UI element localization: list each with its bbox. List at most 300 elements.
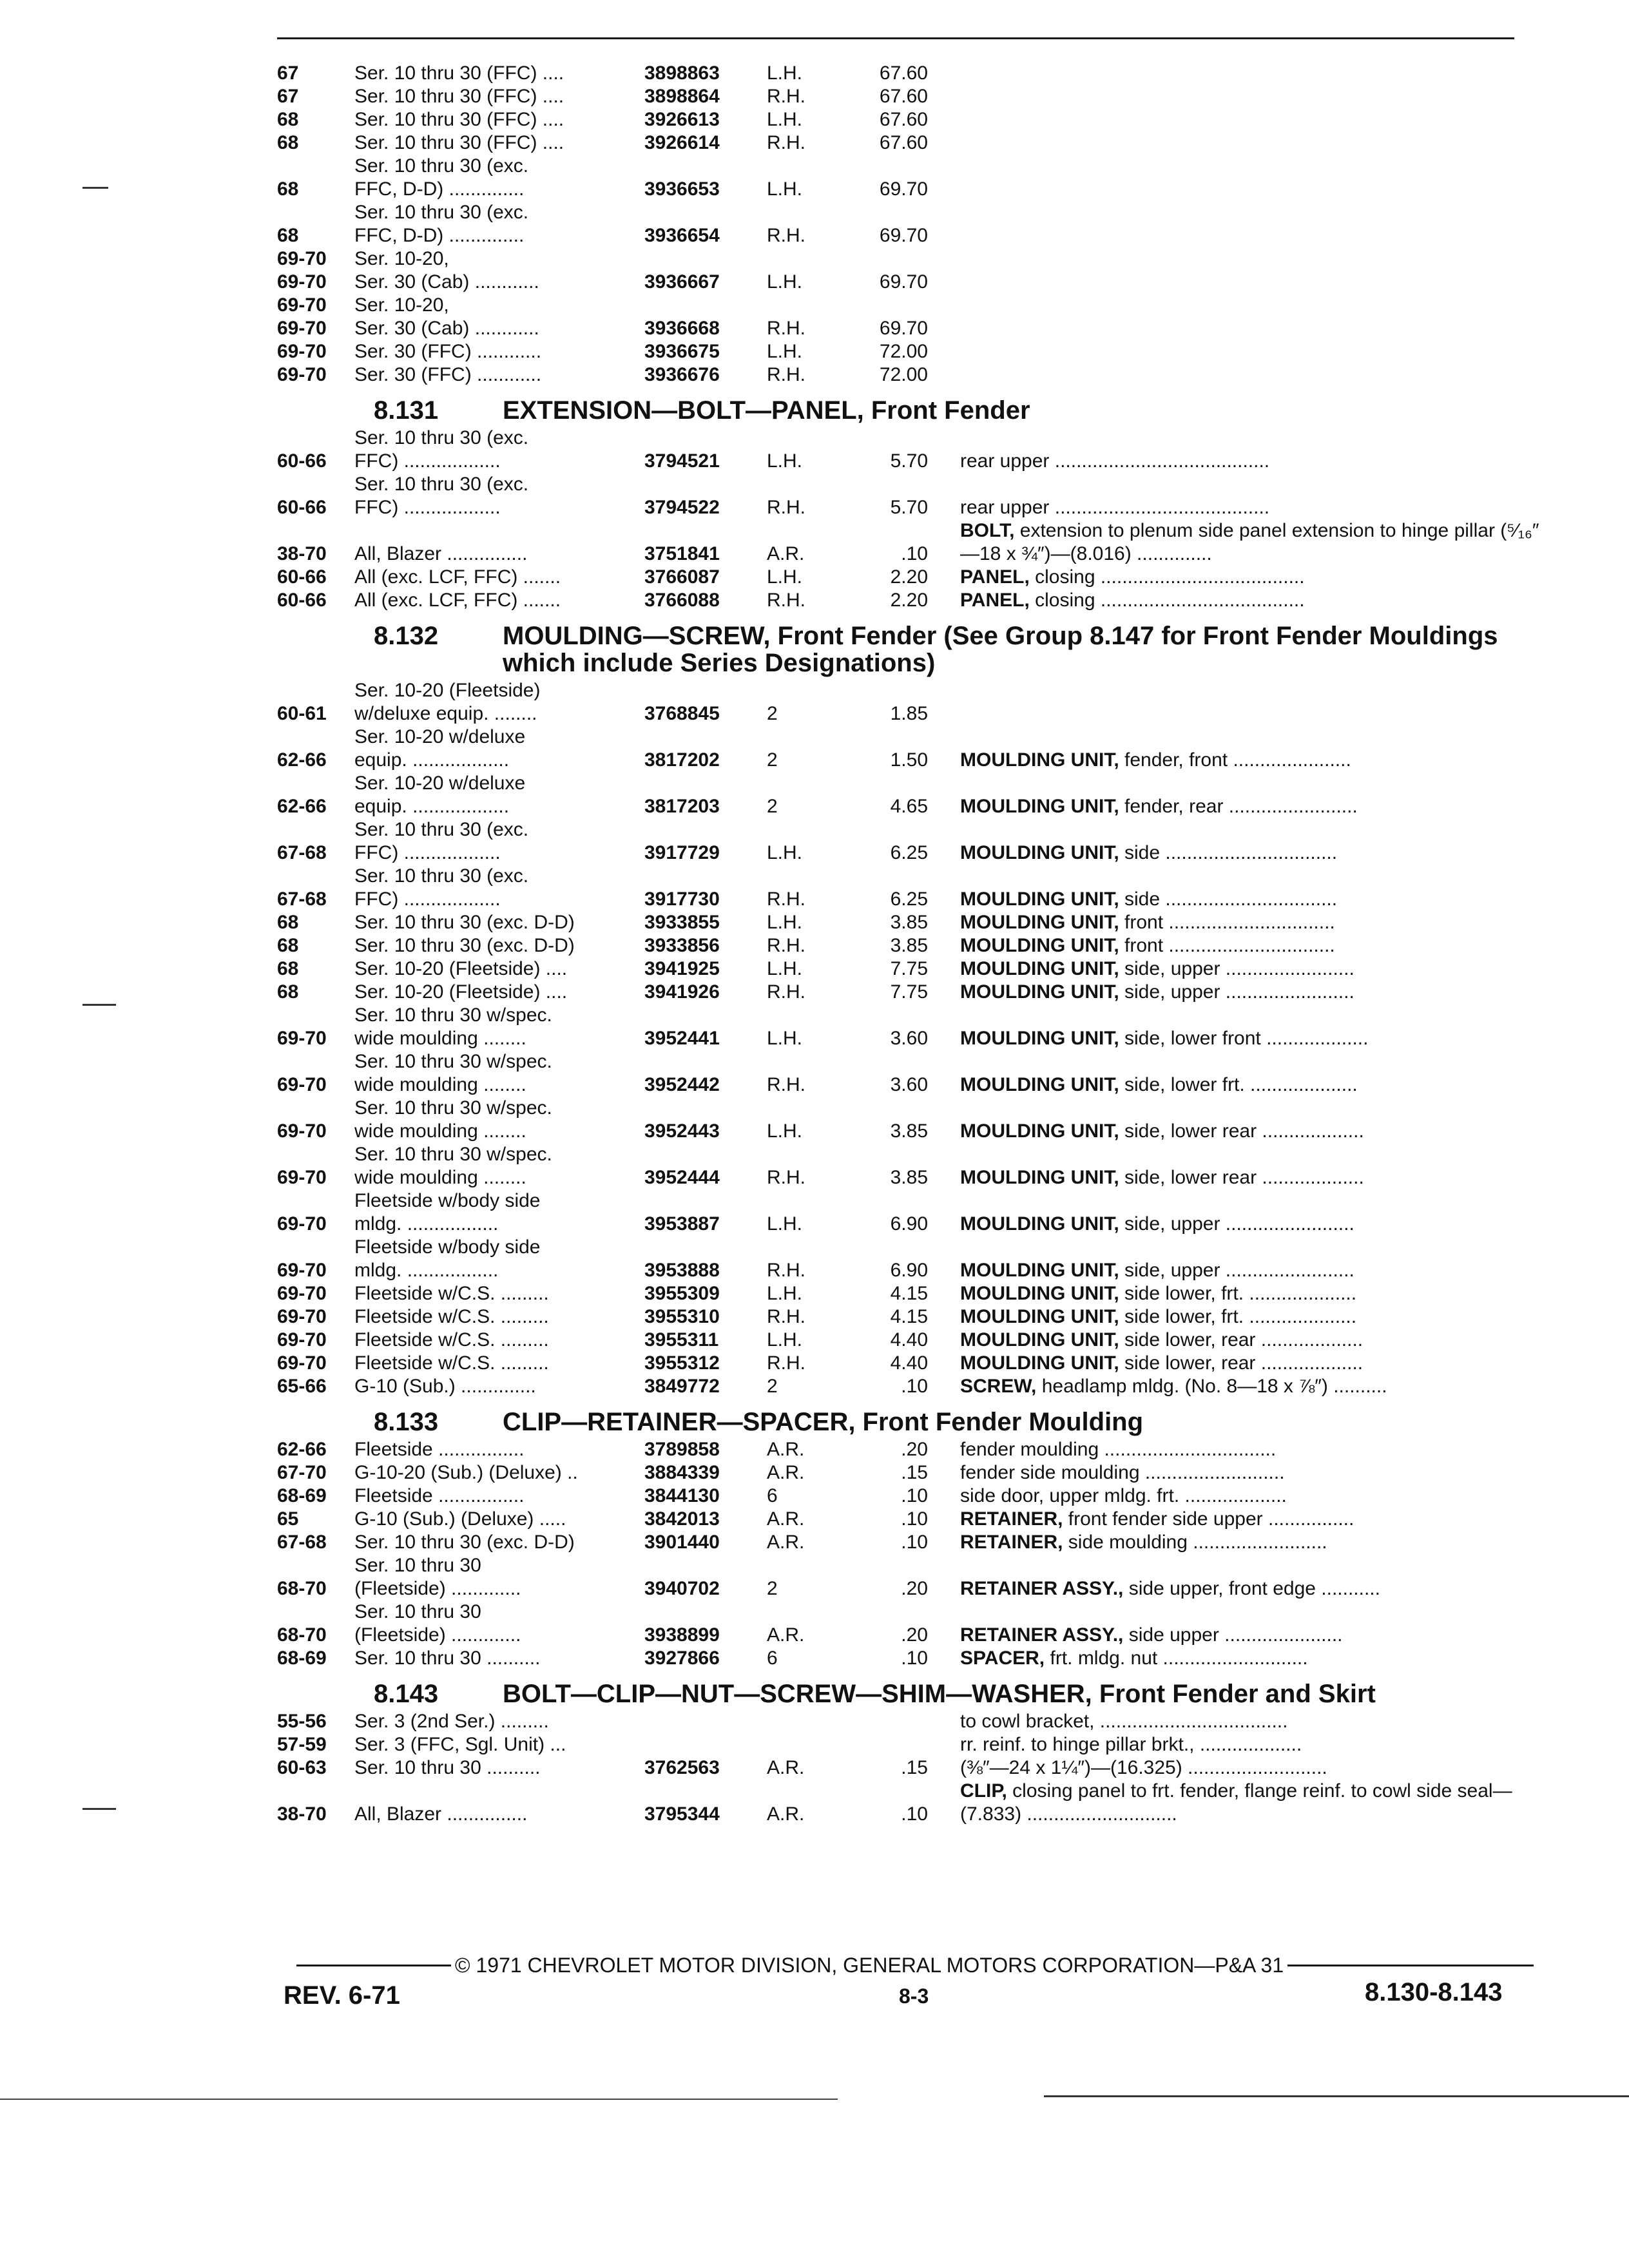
- price-cell: 3.85: [890, 1167, 928, 1188]
- table-row: [277, 818, 1540, 865]
- price-cell: .20: [901, 1624, 928, 1646]
- price-cell: 67.60: [879, 62, 928, 84]
- part-number-cell: 3917729: [644, 842, 720, 863]
- year-cell: 69-70: [277, 1283, 327, 1304]
- description-cell: [960, 888, 1540, 911]
- description-keyword: MOULDING UNIT,: [960, 1167, 1119, 1188]
- description-text: side upper, front edge ...........: [1128, 1578, 1380, 1599]
- model-cell: Ser. 10-20 (Fleetside) ....: [354, 958, 568, 979]
- part-number-cell: 3926613: [644, 109, 720, 130]
- year-cell: 57-59: [277, 1734, 327, 1755]
- description-cell: [960, 519, 1540, 566]
- price-cell: 72.00: [879, 341, 928, 362]
- table-row: [277, 1004, 1540, 1050]
- description-keyword: MOULDING UNIT,: [960, 912, 1119, 933]
- table-row: [277, 519, 1540, 566]
- price-cell: 4.15: [890, 1306, 928, 1327]
- model-cell: Ser. 10 thru 30 (Fleetside) .............: [354, 1601, 521, 1646]
- description-keyword: MOULDING UNIT,: [960, 1260, 1119, 1281]
- part-number-cell: 3936653: [644, 178, 720, 200]
- year-cell: 68: [277, 935, 299, 956]
- price-cell: 7.75: [890, 981, 928, 1003]
- description-keyword: PANEL,: [960, 590, 1030, 611]
- table-row: [277, 981, 1540, 1004]
- table-row: [277, 957, 1540, 981]
- price-cell: .10: [901, 1532, 928, 1553]
- model-cell: Ser. 30 (Cab) ............: [354, 271, 539, 293]
- year-cell: 60-66: [277, 566, 327, 588]
- price-cell: .15: [901, 1757, 928, 1778]
- quantity-cell: R.H.: [767, 1167, 805, 1188]
- year-cell: 69-70: [277, 1306, 327, 1327]
- quantity-cell: A.R.: [767, 1532, 805, 1553]
- group-range: 8.130-8.143: [1365, 1978, 1503, 2006]
- description-cell: [960, 1461, 1540, 1485]
- price-cell: 72.00: [879, 364, 928, 385]
- part-number-cell: 3794522: [644, 497, 720, 518]
- price-cell: 3.85: [890, 912, 928, 933]
- quantity-cell: R.H.: [767, 364, 805, 385]
- part-number-cell: 3842013: [644, 1508, 720, 1530]
- price-cell: 4.40: [890, 1352, 928, 1374]
- year-cell: 67: [277, 86, 299, 107]
- price-cell: 6.90: [890, 1213, 928, 1235]
- price-cell: 4.15: [890, 1283, 928, 1304]
- year-cell: 68: [277, 912, 299, 933]
- quantity-cell: A.R.: [767, 1462, 805, 1483]
- table-row: [277, 1710, 1540, 1733]
- year-cell: 68: [277, 132, 299, 153]
- quantity-cell: R.H.: [767, 132, 805, 153]
- price-cell: 6.90: [890, 1260, 928, 1281]
- description-cell: [960, 981, 1540, 1004]
- table-row: [277, 1438, 1540, 1461]
- description-cell: [960, 1166, 1540, 1189]
- copyright-text: © 1971 CHEVROLET MOTOR DIVISION, GENERAL MOTORS CORPORATION—P&A 31: [455, 1954, 1284, 1977]
- model-cell: Ser. 10-20 w/deluxe equip. ..................: [354, 726, 526, 771]
- model-cell: Ser. 10 thru 30 (exc. FFC) ..................: [354, 474, 529, 518]
- description-cell: [960, 1485, 1540, 1508]
- description-text: side, lower rear ...................: [1124, 1120, 1364, 1142]
- quantity-cell: R.H.: [767, 1074, 805, 1095]
- price-cell: 67.60: [879, 109, 928, 130]
- model-cell: Fleetside w/C.S. .........: [354, 1352, 549, 1374]
- description-text: side lower, frt. ....................: [1124, 1306, 1357, 1327]
- price-cell: .10: [901, 1376, 928, 1397]
- description-keyword: MOULDING UNIT,: [960, 1213, 1119, 1235]
- quantity-cell: R.H.: [767, 225, 805, 246]
- description-cell: [960, 1305, 1540, 1329]
- part-number-cell: 3936654: [644, 225, 720, 246]
- part-number-cell: 3917730: [644, 889, 720, 910]
- table-row: [277, 772, 1540, 818]
- year-cell: 69-70: [277, 1352, 327, 1374]
- description-cell: [960, 1073, 1540, 1097]
- year-cell: 68: [277, 109, 299, 130]
- year-cell: 60-66: [277, 450, 327, 472]
- part-number-cell: 3940702: [644, 1578, 720, 1599]
- description-text: side, upper ........................: [1124, 958, 1354, 979]
- price-cell: 2.20: [890, 566, 928, 588]
- description-cell: [960, 841, 1540, 865]
- quantity-cell: L.H.: [767, 842, 803, 863]
- table-row: [277, 1305, 1540, 1329]
- section-title: [277, 1408, 1540, 1436]
- model-cell: Ser. 3 (FFC, Sgl. Unit) ...: [354, 1734, 566, 1755]
- year-cell: 67-68: [277, 889, 327, 910]
- part-number-cell: 3933856: [644, 935, 720, 956]
- table-row: [277, 1554, 1540, 1600]
- description-text: closing ......................................: [1035, 566, 1305, 588]
- part-number-cell: 3762563: [644, 1757, 720, 1778]
- year-cell: 68: [277, 225, 299, 246]
- table-row: [277, 271, 1540, 294]
- model-cell: Ser. 3 (2nd Ser.) .........: [354, 1711, 549, 1732]
- section-heading: EXTENSION—BOLT—PANEL, Front Fender: [503, 396, 1030, 425]
- margin-mark: [82, 1004, 116, 1006]
- copyright-line: [296, 1954, 1534, 1977]
- quantity-cell: L.H.: [767, 1120, 803, 1142]
- year-cell: 69-70: [277, 341, 327, 362]
- quantity-cell: A.R.: [767, 1508, 805, 1530]
- model-cell: Ser. 30 (FFC) ............: [354, 341, 542, 362]
- price-cell: 3.85: [890, 935, 928, 956]
- table-row: [277, 865, 1540, 911]
- part-number-cell: 3927866: [644, 1648, 720, 1669]
- quantity-cell: L.H.: [767, 62, 803, 84]
- part-number-cell: 3953888: [644, 1260, 720, 1281]
- part-number-cell: 3884339: [644, 1462, 720, 1483]
- description-text: front fender side upper ................: [1068, 1508, 1354, 1530]
- model-cell: Ser. 10 thru 30 w/spec. wide moulding ........: [354, 1004, 552, 1049]
- quantity-cell: R.H.: [767, 889, 805, 910]
- table-row: [277, 363, 1540, 387]
- year-cell: 68: [277, 981, 299, 1003]
- quantity-cell: R.H.: [767, 935, 805, 956]
- quantity-cell: L.H.: [767, 1283, 803, 1304]
- table-row: [277, 1375, 1540, 1398]
- quantity-cell: A.R.: [767, 1803, 805, 1825]
- table-row: [277, 911, 1540, 934]
- year-cell: 69-70: [277, 364, 327, 385]
- model-cell: Ser. 10 thru 30 w/spec. wide moulding ........: [354, 1051, 552, 1095]
- year-cell: 69-70: [277, 1260, 327, 1281]
- price-cell: 5.70: [890, 497, 928, 518]
- table-row: [277, 1508, 1540, 1531]
- price-cell: .10: [901, 543, 928, 564]
- part-number-cell: 3789858: [644, 1439, 720, 1460]
- part-number-cell: 3952443: [644, 1120, 720, 1142]
- model-cell: Ser. 10 thru 30 w/spec. wide moulding ........: [354, 1097, 552, 1142]
- description-cell: [960, 795, 1540, 818]
- quantity-cell: R.H.: [767, 86, 805, 107]
- model-cell: All, Blazer ...............: [354, 1803, 528, 1825]
- description-text: side door, upper mldg. frt. ...................: [960, 1485, 1287, 1506]
- description-text: (⅜″—24 x 1¼″)—(16.325) ..........................: [960, 1757, 1327, 1778]
- year-cell: 69-70: [277, 294, 327, 316]
- description-text: fender, front ......................: [1124, 749, 1351, 771]
- table-row: [277, 934, 1540, 957]
- price-cell: 5.70: [890, 450, 928, 472]
- year-cell: 67: [277, 62, 299, 84]
- model-cell: Ser. 10 thru 30 w/spec. wide moulding ........: [354, 1144, 552, 1188]
- description-text: to cowl bracket, ...................................: [960, 1711, 1288, 1732]
- year-cell: 68-69: [277, 1648, 327, 1669]
- part-number-cell: 3933855: [644, 912, 720, 933]
- quantity-cell: 6: [767, 1485, 778, 1506]
- description-text: side lower, rear ...................: [1124, 1329, 1364, 1350]
- year-cell: 69-70: [277, 1167, 327, 1188]
- model-cell: Ser. 10 thru 30 (exc. D-D): [354, 1532, 575, 1553]
- table-row: [277, 1236, 1540, 1282]
- price-cell: 6.25: [890, 842, 928, 863]
- table-row: [277, 1485, 1540, 1508]
- part-number-cell: 3952444: [644, 1167, 720, 1188]
- price-cell: 2.20: [890, 590, 928, 611]
- year-cell: 67-68: [277, 1532, 327, 1553]
- year-cell: 69-70: [277, 1120, 327, 1142]
- model-cell: Ser. 10 thru 30 ..........: [354, 1757, 541, 1778]
- table-row: [277, 1282, 1540, 1305]
- model-cell: Ser. 10-20 (Fleetside) ....: [354, 981, 568, 1003]
- part-number-cell: 3794521: [644, 450, 720, 472]
- table-row: [277, 1780, 1540, 1826]
- bottom-rule-right: [1044, 2095, 1629, 2097]
- quantity-cell: A.R.: [767, 1624, 805, 1646]
- table-row: [277, 155, 1540, 201]
- revision-label: REV. 6-71: [284, 1981, 400, 2010]
- quantity-cell: L.H.: [767, 450, 803, 472]
- table-row: [277, 589, 1540, 612]
- model-cell: Ser. 10 thru 30 (exc. FFC) ..................: [354, 865, 529, 910]
- year-cell: 68: [277, 178, 299, 200]
- description-cell: [960, 496, 1540, 519]
- model-cell: G-10 (Sub.) ..............: [354, 1376, 536, 1397]
- description-text: side lower, rear ...................: [1124, 1352, 1364, 1374]
- part-number-cell: 3766088: [644, 590, 720, 611]
- quantity-cell: L.H.: [767, 341, 803, 362]
- quantity-cell: 2: [767, 1376, 778, 1397]
- description-keyword: RETAINER ASSY.,: [960, 1578, 1124, 1599]
- description-keyword: CLIP,: [960, 1780, 1007, 1802]
- description-cell: [960, 1508, 1540, 1531]
- table-row: [277, 1352, 1540, 1375]
- section-heading: MOULDING—SCREW, Front Fender (See Group 8.147 for Front Fender Mouldings which include Series Designations): [503, 622, 1498, 677]
- description-text: front ...............................: [1124, 912, 1335, 933]
- year-cell: 69-70: [277, 1074, 327, 1095]
- section-title: [277, 1680, 1540, 1707]
- description-text: side, upper ........................: [1124, 1213, 1354, 1235]
- model-cell: All (exc. LCF, FFC) .......: [354, 566, 561, 588]
- part-number-cell: 3751841: [644, 543, 720, 564]
- table-row: [277, 1050, 1540, 1097]
- description-cell: [960, 1710, 1540, 1733]
- part-number-cell: 3936676: [644, 364, 720, 385]
- price-cell: 4.65: [890, 796, 928, 817]
- quantity-cell: R.H.: [767, 497, 805, 518]
- description-keyword: MOULDING UNIT,: [960, 1028, 1119, 1049]
- description-cell: [960, 1780, 1540, 1826]
- part-number-cell: 3952442: [644, 1074, 720, 1095]
- description-keyword: MOULDING UNIT,: [960, 796, 1119, 817]
- part-number-cell: 3955310: [644, 1306, 720, 1327]
- part-number-cell: 3926614: [644, 132, 720, 153]
- model-cell: Ser. 10-20,: [354, 294, 449, 316]
- year-cell: 55-56: [277, 1711, 327, 1732]
- description-keyword: MOULDING UNIT,: [960, 1283, 1119, 1304]
- model-cell: Ser. 10 thru 30 (FFC) ....: [354, 86, 564, 107]
- section-title: [277, 622, 1540, 677]
- model-cell: Fleetside w/C.S. .........: [354, 1329, 549, 1350]
- quantity-cell: L.H.: [767, 178, 803, 200]
- year-cell: 68-70: [277, 1578, 327, 1599]
- part-number-cell: 3955312: [644, 1352, 720, 1374]
- part-number-cell: 3955311: [644, 1329, 719, 1350]
- year-cell: 65: [277, 1508, 299, 1530]
- bottom-rule-left: [0, 2099, 838, 2100]
- price-cell: 67.60: [879, 132, 928, 153]
- year-cell: 68-69: [277, 1485, 327, 1506]
- description-text: side moulding .........................: [1068, 1532, 1327, 1553]
- description-keyword: MOULDING UNIT,: [960, 1329, 1119, 1350]
- model-cell: G-10-20 (Sub.) (Deluxe) ..: [354, 1462, 578, 1483]
- description-cell: [960, 911, 1540, 934]
- price-cell: .10: [901, 1803, 928, 1825]
- part-number-cell: 3955309: [644, 1283, 720, 1304]
- description-text: fender, rear ........................: [1124, 796, 1358, 817]
- model-cell: Fleetside ................: [354, 1439, 525, 1460]
- table-row: [277, 1756, 1540, 1780]
- part-number-cell: 3938899: [644, 1624, 720, 1646]
- section-number: 8.143: [374, 1680, 439, 1708]
- quantity-cell: R.H.: [767, 318, 805, 339]
- quantity-cell: A.R.: [767, 1757, 805, 1778]
- part-number-cell: 3817203: [644, 796, 720, 817]
- description-text: side, upper ........................: [1124, 1260, 1354, 1281]
- description-text: rear upper ........................................: [960, 450, 1270, 472]
- model-cell: All, Blazer ...............: [354, 543, 528, 564]
- quantity-cell: A.R.: [767, 543, 805, 564]
- table-row: [277, 679, 1540, 726]
- model-cell: Ser. 10 thru 30 (exc. FFC, D-D) ..............: [354, 155, 529, 200]
- table-row: [277, 1733, 1540, 1756]
- part-number-cell: 3844130: [644, 1485, 720, 1506]
- year-cell: 62-66: [277, 1439, 327, 1460]
- model-cell: Fleetside w/body side mldg. .................: [354, 1190, 541, 1235]
- price-cell: 1.50: [890, 749, 928, 771]
- quantity-cell: R.H.: [767, 1260, 805, 1281]
- part-number-cell: 3953887: [644, 1213, 720, 1235]
- price-cell: .20: [901, 1439, 928, 1460]
- description-keyword: PANEL,: [960, 566, 1030, 588]
- part-number-cell: 3817202: [644, 749, 720, 771]
- table-row: [277, 473, 1540, 519]
- quantity-cell: 2: [767, 796, 778, 817]
- description-keyword: MOULDING UNIT,: [960, 1074, 1119, 1095]
- part-number-cell: 3901440: [644, 1532, 720, 1553]
- model-cell: G-10 (Sub.) (Deluxe) .....: [354, 1508, 566, 1530]
- table-row: [277, 1647, 1540, 1670]
- model-cell: Ser. 10 thru 30 (exc. FFC) ..................: [354, 427, 529, 472]
- description-keyword: MOULDING UNIT,: [960, 749, 1119, 771]
- year-cell: 69-70: [277, 1213, 327, 1235]
- description-keyword: MOULDING UNIT,: [960, 958, 1119, 979]
- price-cell: .15: [901, 1462, 928, 1483]
- year-cell: 65-66: [277, 1376, 327, 1397]
- table-row: [277, 427, 1540, 473]
- model-cell: Ser. 30 (FFC) ............: [354, 364, 542, 385]
- year-cell: 60-63: [277, 1757, 327, 1778]
- parts-listing: [277, 62, 1540, 1826]
- description-text: side ................................: [1124, 842, 1338, 863]
- price-cell: .20: [901, 1578, 928, 1599]
- quantity-cell: L.H.: [767, 1213, 803, 1235]
- model-cell: Ser. 10 thru 30 (exc. D-D): [354, 935, 575, 956]
- quantity-cell: L.H.: [767, 1329, 803, 1350]
- price-cell: .10: [901, 1485, 928, 1506]
- description-text: side, lower rear ...................: [1124, 1167, 1364, 1188]
- model-cell: Ser. 10 thru 30 ..........: [354, 1648, 541, 1669]
- description-text: rr. reinf. to hinge pillar brkt., ...................: [960, 1734, 1302, 1755]
- section-title: [277, 397, 1540, 424]
- part-number-cell: 3952441: [644, 1028, 720, 1049]
- model-cell: Ser. 10 thru 30 (FFC) ....: [354, 62, 564, 84]
- price-cell: 69.70: [879, 225, 928, 246]
- price-cell: 7.75: [890, 958, 928, 979]
- model-cell: Ser. 10-20 (Fleetside) w/deluxe equip. ........: [354, 680, 541, 724]
- section-heading: BOLT—CLIP—NUT—SCREW—SHIM—WASHER, Front Fender and Skirt: [503, 1680, 1376, 1708]
- quantity-cell: L.H.: [767, 271, 803, 293]
- top-rule: [277, 37, 1514, 39]
- part-number-cell: 3795344: [644, 1803, 720, 1825]
- description-cell: [960, 1120, 1540, 1143]
- model-cell: Ser. 30 (Cab) ............: [354, 318, 539, 339]
- description-keyword: MOULDING UNIT,: [960, 981, 1119, 1003]
- description-text: side, lower front ...................: [1124, 1028, 1369, 1049]
- margin-mark: [82, 1808, 116, 1810]
- description-keyword: MOULDING UNIT,: [960, 1120, 1119, 1142]
- section-number: 8.133: [374, 1408, 439, 1436]
- year-cell: 38-70: [277, 1803, 327, 1825]
- year-cell: 68: [277, 958, 299, 979]
- description-keyword: SPACER,: [960, 1648, 1045, 1669]
- part-number-cell: 3766087: [644, 566, 720, 588]
- year-cell: 67-70: [277, 1462, 327, 1483]
- model-cell: Fleetside ................: [354, 1485, 525, 1506]
- price-cell: 1.85: [890, 703, 928, 724]
- part-number-cell: 3898864: [644, 86, 720, 107]
- table-row: [277, 131, 1540, 155]
- year-cell: 67-68: [277, 842, 327, 863]
- description-text: side ................................: [1124, 889, 1338, 910]
- margin-mark: [82, 187, 108, 189]
- table-row: [277, 62, 1540, 85]
- year-cell: 69-70: [277, 248, 327, 269]
- year-cell: 69-70: [277, 1028, 327, 1049]
- table-row: [277, 1329, 1540, 1352]
- year-cell: 62-66: [277, 796, 327, 817]
- footer-rule-left: [296, 1965, 451, 1966]
- description-cell: [960, 1647, 1540, 1670]
- table-row: [277, 1461, 1540, 1485]
- model-cell: Ser. 10-20,: [354, 248, 449, 269]
- table-row: [277, 1600, 1540, 1647]
- year-cell: 68-70: [277, 1624, 327, 1646]
- table-row: [277, 247, 1540, 271]
- table-row: [277, 566, 1540, 589]
- description-cell: [960, 1352, 1540, 1375]
- model-cell: Ser. 10 thru 30 (exc. FFC, D-D) ..............: [354, 202, 529, 246]
